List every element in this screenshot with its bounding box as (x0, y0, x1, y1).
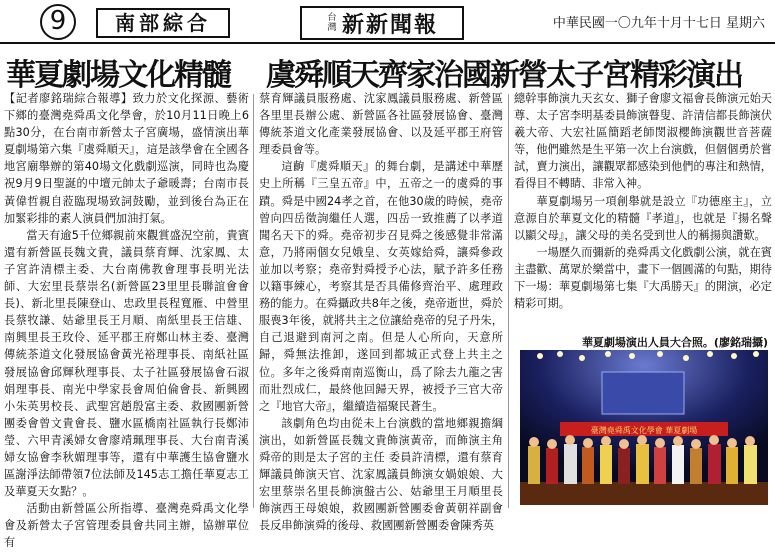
page-header (0, 0, 775, 44)
article-paragraph: 華夏劇場另一項創舉就是設立『功德座主』，立意源自於華夏文化的精髓『孝道』，也就是『揚名聲以顯父母』，讓父母的美名受到世人的稱揚與讚歎。 (514, 194, 772, 242)
logo-small-text: 台灣 (327, 13, 337, 33)
article-paragraph: 當天有逾5千位鄉親前來觀賞盛況空前，貴賓還有新營區長魏文貴，議員蔡育輝、沈家鳳、太子宮許清標主委、大台南佛教會理事長明光法師、大宏里長蔡崇名(新營區23里里長聯誼會會長)、新北里長陳登山、忠政里長程寬雁、中營里長蔡牧謙、姑爺里長王月順、南紙里長王信雄、南興里長王玫伶、延平郡王府鄭山林主委、臺灣傳統茶道文化發展協會黃光裕理事長、南紙社區發展協會邱輝秋理事長、太子社區發展協會石淑娟理事長、南光中學家長會周伯倫會長、新興國小朱英男校長、武聖宮趙殷富主委、救國團新營團委會曾文貴會長、鹽水區橋南社區執行長鄭沛瑩、六甲青溪婦女會廖靖珮理事長、大台南青溪婦女協會李秋媚理事等，還有中華護生協會鹽水區謝淨法師帶領7位法師及145志工擔任華夏志工及華夏天女點？。 (4, 228, 249, 499)
stage-floor (520, 482, 768, 505)
logo-main-text: 新新聞報 (341, 11, 438, 38)
article-column-3 (514, 90, 772, 340)
article-column-1 (4, 90, 249, 550)
photo-caption: 華夏劇場演出人員大合照。(廖銘瑞攝) (581, 336, 768, 349)
stage-photo (520, 350, 768, 505)
page-number: 9 (40, 4, 76, 40)
article-paragraph: 該劇角色均由從未上台演戲的當地鄉親擔綱演出，如新營區長魏文貴飾演黃帝，而飾演主角舜帝的則是太子宮的主任 委員許清標，還有蔡育輝議員飾演天官、沈家鳳議員飾演女媧娘娘、大宏里蔡崇名里長飾演盤古公、姑爺里王月順里長飾演西王母娘娘，救國團新營團委會黃朝祥副會長反串飾演舜的後母、救國團新營團委會陳秀英 (259, 416, 503, 533)
newspaper-logo (300, 6, 464, 40)
headline-right: 虞舜順天齊家治國新營太子宮精彩演出 (266, 58, 742, 93)
stage-banner-text: 臺灣堯舜禹文化學會 華夏劇場 (590, 426, 698, 435)
headline (0, 48, 775, 93)
issue-date: 中華民國一〇九年十月十七日 星期六 (552, 16, 765, 31)
section-title: 南部綜合 (96, 8, 230, 38)
article-paragraph: 這齣『虞舜順天』的舞台劇，是講述中華歷史上所稱『三皇五帝』中，五帝之一的虞舜的事蹟。舜是中國24孝之首，在他30歲的時候，堯帝曾向四岳徵詢繼任人選，四岳一致推薦了以孝道聞名天下的舜。堯帝初步召見舜之後感覺非常滿意，乃將兩個女兒娥皇、女英嫁給舜，讓舜參政並加以考察；堯帝對舜授予心法，賦予許多任務以籍事練心，考察其是否具備修齊治平、處理政務的能力。在舜攝政共8年之後，堯帝逝世，舜於服喪3年後，就將共主之位讓給堯帝的兒子丹朱，自己退避到南河之南。但是人心所向，天意所歸，舜無法推卸，遂回到都城正式登上共主之位。多年之後舜南南巡衡山，爲了除去九龍之害而壯烈成仁，最終他回歸天界，被授予三官大帝之『地官大帝』，繼續造福聚民蒼生。 (259, 160, 503, 413)
header-divider (0, 42, 775, 44)
article-paragraph: 【記者廖銘瑞綜合報導】致力於文化探源、藝術下鄉的臺灣堯舜禹文化學會，於10月11日晚上6點30分，在台南市新營太子宮廣場，盛情演出華夏劇場第六集『虞舜順天』，這是該學會在全國各地宮廟舉辦的第40場文化戲劇巡演，同時也為慶祝9月9日聖誕的中壇元帥太子爺暖壽；台南市長黃偉哲親自蒞臨現場致詞鼓勵，並到後台為正在加緊彩排的素人演員們加油打氣。 (4, 92, 249, 225)
headline-left: 華夏劇場文化精髓 (6, 58, 230, 93)
column-divider (508, 94, 509, 508)
stage-screen (602, 372, 684, 414)
article-paragraph: 活動由新營區公所指導、臺灣堯舜禹文化學會及新營太子宮管理委員會共同主辦，協辦單位有 (4, 502, 249, 550)
article-column-2 (259, 90, 503, 533)
column-divider (253, 94, 254, 508)
article-paragraph: 一場歷久而彌新的堯舜禹文化戲劇公演，就在賓主盡歡、萬眾於樂當中，畫下一個圓滿的句點，期待下一場：華夏劇場第七集『大禹勝天』的開演，必定精彩可期。 (514, 245, 772, 311)
stage-photo-drawing (520, 350, 768, 505)
article-paragraph: 總幹事飾演九天玄女、獅子會廖文福會長飾演元始天尊、太子宮李明基委員飾演瞽叟、許清信都長飾演伏羲大帝、大宏社區簡蹈老師閔淑櫻飾演觀世音菩薩等，他們雖然是生平第一次上台演戲，但個個勇於嘗試，賣力演出，讓觀眾都感染到他們的專注和熱情，看得目不轉睛、非常入神。 (514, 92, 772, 191)
article-paragraph: 蔡育輝議員服務處、沈家鳳議員服務處、新營區各里里長辦公處、新營區各社區發展協會、臺灣傳統茶道文化產業發展協會、以及延平郡王府管理委員會等。 (259, 92, 503, 157)
